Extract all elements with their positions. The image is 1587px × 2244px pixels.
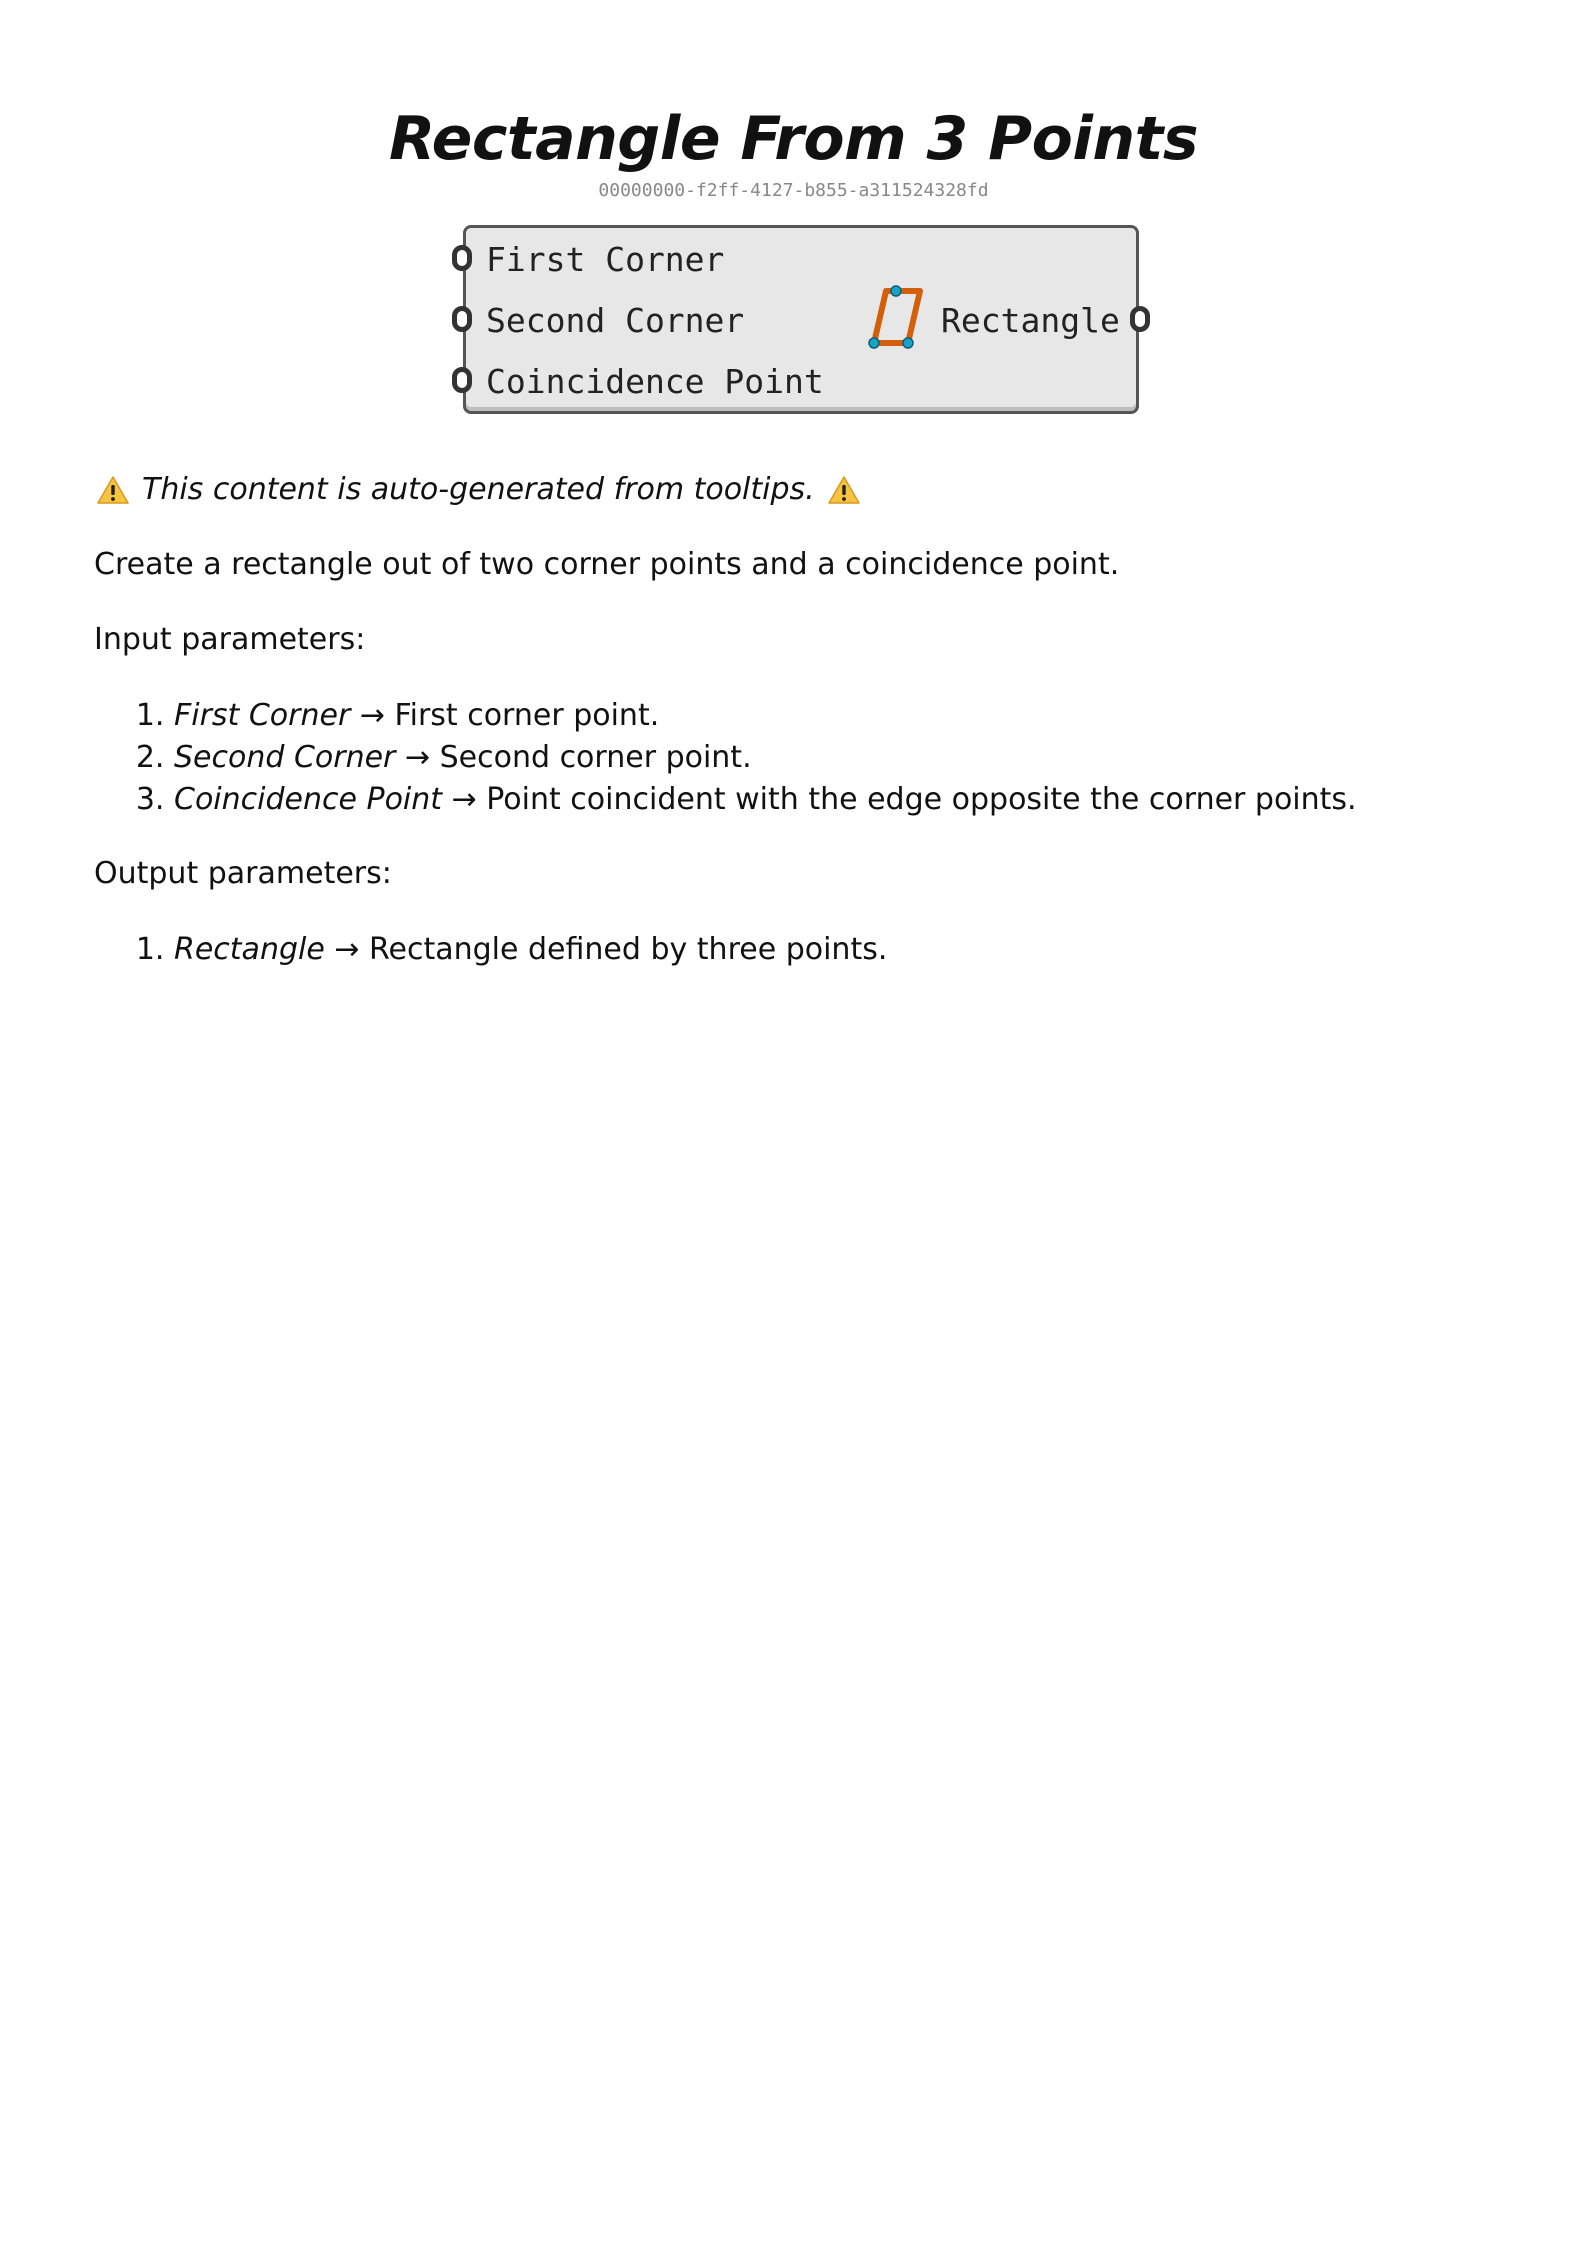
output-grip-rectangle[interactable] xyxy=(1130,306,1150,332)
parallelogram-icon xyxy=(858,283,928,353)
component-description: Create a rectangle out of two corner points and a coincidence point. xyxy=(94,547,1120,582)
param-desc: First corner point. xyxy=(394,698,660,733)
input-label-first-corner: First Corner xyxy=(486,240,725,279)
list-item xyxy=(174,695,1357,737)
input-parameters-heading: Input parameters: xyxy=(94,622,366,657)
param-name: Coincidence Point xyxy=(174,782,443,817)
output-label-rectangle: Rectangle xyxy=(941,301,1120,340)
param-name: Rectangle xyxy=(174,932,325,967)
input-grip-second-corner[interactable] xyxy=(452,306,472,332)
warning-icon xyxy=(96,475,130,505)
input-grip-first-corner[interactable] xyxy=(452,245,472,271)
component-node[interactable] xyxy=(463,225,1139,414)
param-desc: Point coincident with the edge opposite the corner points. xyxy=(486,782,1357,817)
param-desc: Rectangle defined by three points. xyxy=(369,932,888,967)
list-item xyxy=(174,779,1357,821)
component-guid: 00000000-f2ff-4127-b855-a311524328fd xyxy=(598,180,989,201)
output-parameters-list xyxy=(94,929,887,971)
input-parameters-list xyxy=(94,695,1357,821)
output-parameters-heading: Output parameters: xyxy=(94,856,392,891)
param-name: First Corner xyxy=(174,698,351,733)
param-desc: Second corner point. xyxy=(439,740,752,775)
arrow-icon: → xyxy=(359,698,385,733)
auto-generated-notice xyxy=(96,470,861,510)
input-label-coincidence-point: Coincidence Point xyxy=(486,362,824,401)
page-title: Rectangle From 3 Points xyxy=(388,104,1199,174)
input-label-second-corner: Second Corner xyxy=(486,301,745,340)
input-grip-coincidence-point[interactable] xyxy=(452,367,472,393)
arrow-icon: → xyxy=(451,782,477,817)
warning-text: This content is auto-generated from tooltips. xyxy=(142,472,815,507)
arrow-icon: → xyxy=(404,740,431,775)
param-name: Second Corner xyxy=(174,740,396,775)
arrow-icon: → xyxy=(334,932,360,967)
warning-icon xyxy=(827,475,861,505)
list-item xyxy=(174,737,1357,779)
list-item xyxy=(174,929,887,971)
